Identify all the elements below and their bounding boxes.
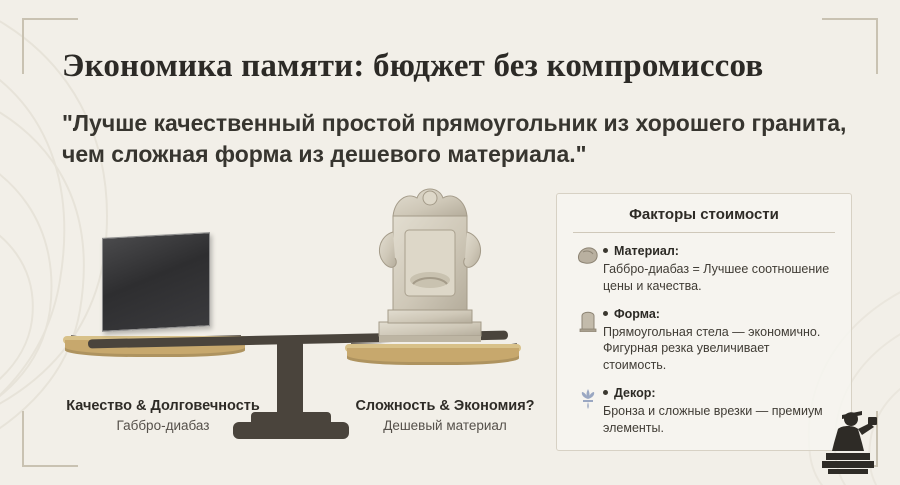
right-pan: [347, 348, 519, 365]
page-title: Экономика памяти: бюджет без компромиссов: [62, 48, 764, 84]
factor-description: Габбро-диабаз = Лучшее соотношение цены и качества.: [603, 261, 830, 293]
fleur-de-lis-icon: [573, 385, 603, 416]
bullet-icon: [603, 248, 608, 253]
bullet-icon: [603, 311, 608, 316]
factor-name: Форма:: [614, 306, 660, 321]
factor-text: [603, 385, 835, 437]
ornate-monument-icon: [355, 180, 505, 350]
cost-factors-panel: [556, 193, 852, 451]
factor-name: Декор:: [614, 386, 656, 401]
right-caption-title: Сложность & Экономия?: [355, 398, 535, 414]
factor-item: [573, 306, 835, 375]
factor-text: [603, 306, 835, 375]
panel-title: Факторы стоимости: [573, 206, 835, 233]
stonemason-icon: [812, 405, 880, 477]
bullet-icon: [603, 390, 608, 395]
left-caption-subtitle: Габбро-диабаз: [116, 418, 210, 433]
factor-item: [573, 385, 835, 437]
factor-description: Прямоугольная стела — экономично. Фигурная резка увеличивает стоимость.: [603, 324, 821, 373]
right-caption-subtitle: Дешевый материал: [383, 418, 507, 433]
factor-item: [573, 243, 835, 295]
right-caption: [330, 398, 560, 433]
factor-name: Материал:: [614, 244, 679, 258]
factor-description: Бронза и сложные врезки — премиум элементы.: [603, 404, 823, 435]
stone-icon: [573, 243, 603, 270]
left-caption: [48, 398, 278, 433]
quote-text: "Лучше качественный простой прямоугольник из хорошего гранита, чем сложная форма из дешевого материала.": [62, 110, 847, 167]
left-caption-title: Качество & Долговечность: [66, 398, 260, 414]
headstone-icon: [573, 306, 603, 337]
factor-text: [603, 243, 835, 295]
granite-block-icon: [102, 232, 210, 332]
